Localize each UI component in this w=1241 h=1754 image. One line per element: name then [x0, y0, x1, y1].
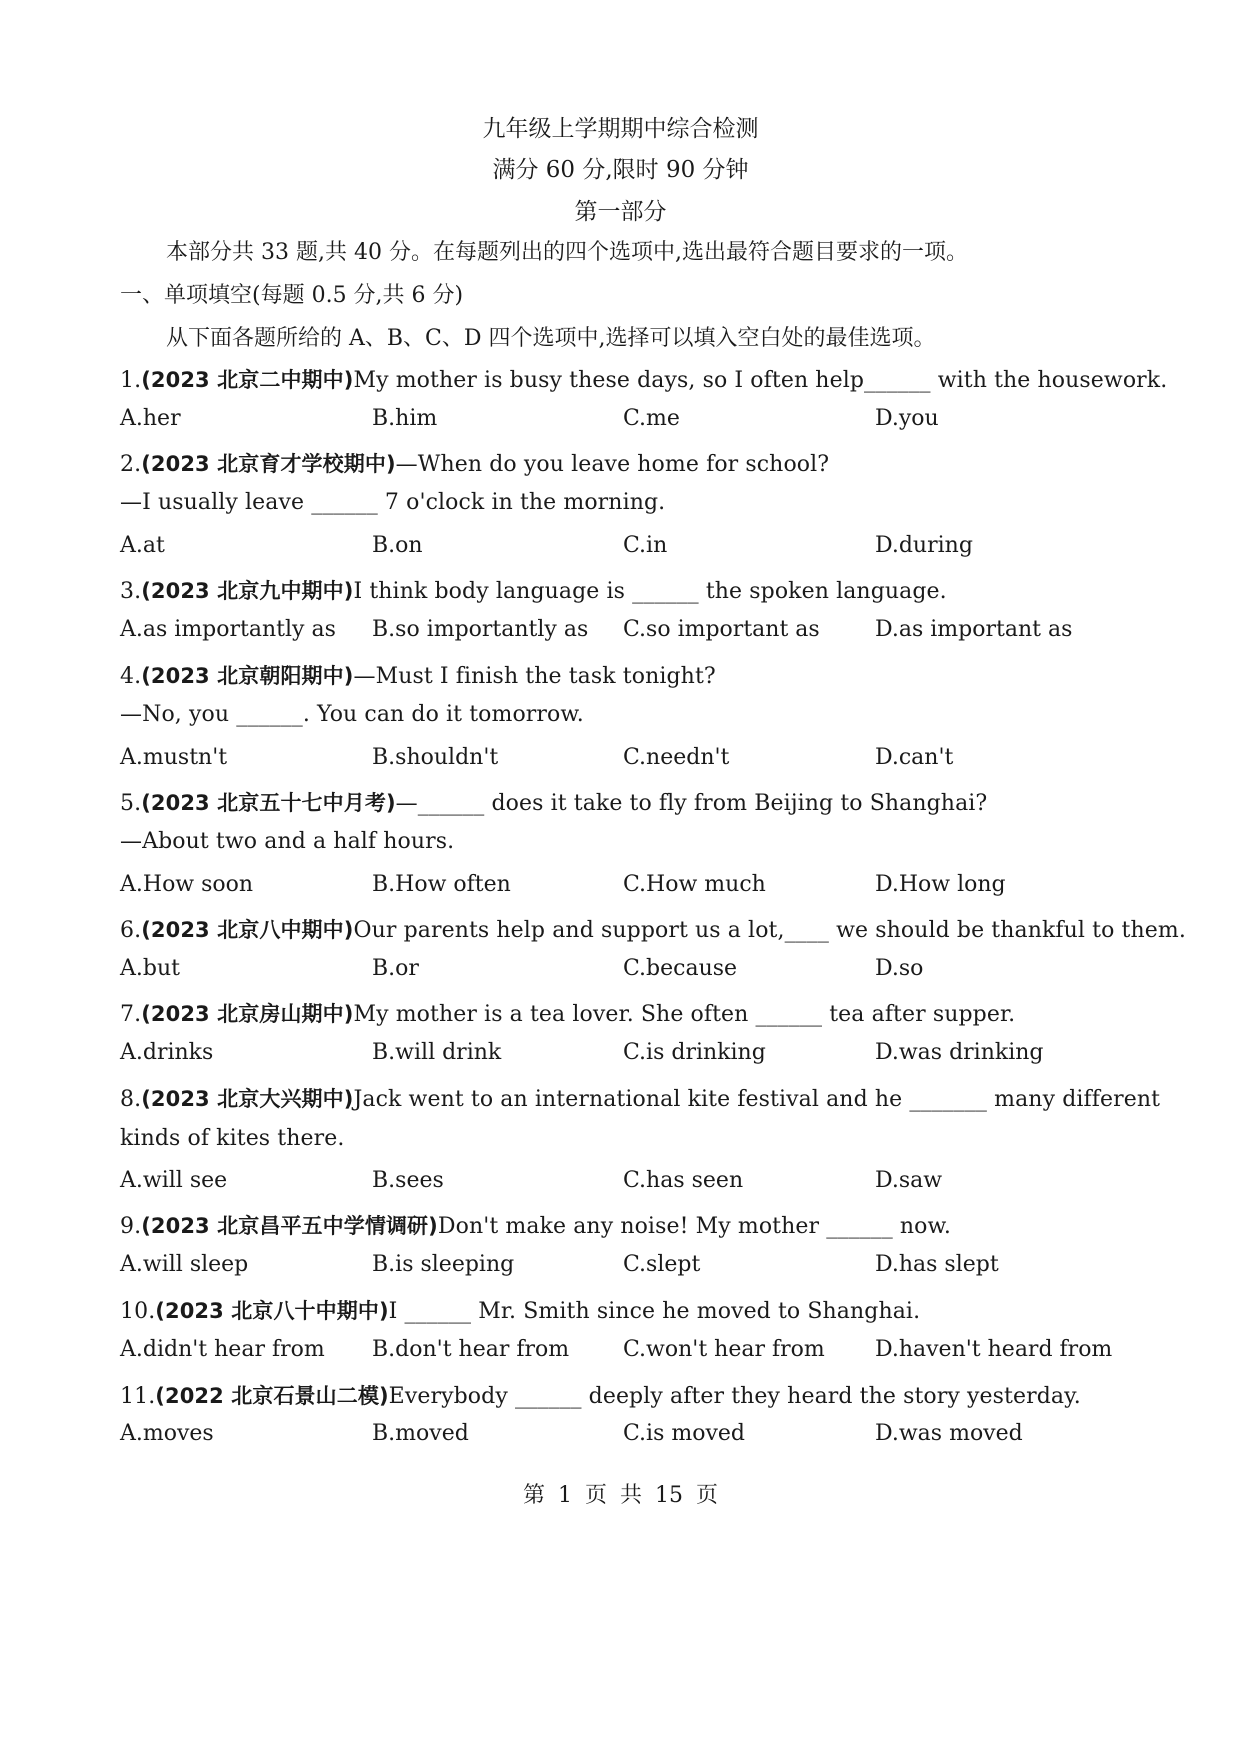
option-b: B.so importantly as [372, 617, 589, 642]
option-c: C.in [623, 533, 668, 558]
option-b: B.is sleeping [372, 1252, 515, 1277]
question-number: 5. [120, 791, 142, 816]
question-number: 6. [120, 918, 142, 943]
option-a: A.mustn't [120, 745, 228, 770]
question-number: 1. [120, 368, 142, 393]
option-d: D.during [875, 533, 973, 558]
section-heading: 一、单项填空(每题 0.5 分,共 6 分) [120, 283, 464, 308]
option-d: D.haven't heard from [875, 1337, 1113, 1362]
question-source: (2023 北京八中期中) [141, 918, 354, 942]
question-source: (2023 北京育才学校期中) [141, 452, 396, 476]
option-a: A.moves [120, 1421, 214, 1446]
option-b: B.shouldn't [372, 745, 499, 770]
option-c: C.How much [623, 872, 766, 897]
option-c: C.has seen [623, 1168, 744, 1193]
option-b: B.or [372, 956, 419, 981]
question-source: (2023 北京九中期中) [141, 579, 354, 603]
question-number: 3. [120, 579, 142, 604]
option-c: C.so important as [623, 617, 820, 642]
option-c: C.me [623, 406, 680, 431]
question-4 [120, 660, 716, 690]
option-d: D.can't [875, 745, 954, 770]
question-source: (2023 北京朝阳期中) [141, 664, 354, 688]
question-stem: Don't make any noise! My mother ______ now. [437, 1214, 951, 1239]
question-source: (2023 北京房山期中) [141, 1002, 354, 1026]
question-8 [120, 1083, 1160, 1113]
question-stem: Our parents help and support us a lot,____ we should be thankful to them. [353, 918, 1186, 943]
options-row-1 [120, 406, 1140, 436]
question-2 [120, 448, 829, 478]
option-d: D.you [875, 406, 939, 431]
option-d: D.has slept [875, 1252, 999, 1277]
option-a: A.will sleep [120, 1252, 249, 1277]
question-stem: My mother is busy these days, so I often help______ with the housework. [353, 368, 1168, 393]
part-intro: 本部分共 33 题,共 40 分。在每题列出的四个选项中,选出最符合题目要求的一项。 [166, 240, 968, 265]
question-4-answer-line: —No, you ______. You can do it tomorrow. [120, 702, 584, 727]
options-row-7 [120, 1040, 1140, 1070]
question-number: 10. [120, 1299, 156, 1324]
option-d: D.was drinking [875, 1040, 1044, 1065]
question-source: (2023 北京八十中期中) [155, 1299, 389, 1323]
question-number: 8. [120, 1087, 142, 1112]
option-a: A.How soon [120, 872, 254, 897]
option-c: C.is drinking [623, 1040, 766, 1065]
option-b: B.him [372, 406, 438, 431]
options-row-9 [120, 1252, 1140, 1282]
question-1 [120, 364, 1167, 394]
options-row-10 [120, 1337, 1140, 1367]
option-c: C.is moved [623, 1421, 745, 1446]
option-b: B.on [372, 533, 423, 558]
question-number: 9. [120, 1214, 142, 1239]
question-number: 2. [120, 452, 142, 477]
option-b: B.moved [372, 1421, 469, 1446]
question-stem: —______ does it take to fly from Beijing to Shanghai? [395, 791, 988, 816]
question-2-answer-line: —I usually leave ______ 7 o'clock in the morning. [120, 490, 666, 515]
option-b: B.How often [372, 872, 511, 897]
question-source: (2023 北京五十七中月考) [141, 791, 396, 815]
question-stem: My mother is a tea lover. She often ______ tea after supper. [353, 1002, 1016, 1027]
question-9 [120, 1210, 951, 1240]
options-row-8 [120, 1168, 1140, 1198]
option-d: D.saw [875, 1168, 943, 1193]
options-row-11 [120, 1421, 1140, 1451]
option-b: B.don't hear from [372, 1337, 570, 1362]
options-row-5 [120, 872, 1140, 902]
question-source: (2023 北京昌平五中学情调研) [141, 1214, 438, 1238]
question-stem: —When do you leave home for school? [395, 452, 830, 477]
question-source: (2022 北京石景山二模) [155, 1384, 389, 1408]
question-stem: I ______ Mr. Smith since he moved to Shanghai. [388, 1299, 921, 1324]
options-row-4 [120, 745, 1140, 775]
option-c: C.slept [623, 1252, 701, 1277]
option-d: D.so [875, 956, 924, 981]
option-a: A.as importantly as [120, 617, 336, 642]
option-a: A.drinks [120, 1040, 214, 1065]
question-stem: —Must I finish the task tonight? [353, 664, 716, 689]
question-5 [120, 787, 987, 817]
option-d: D.as important as [875, 617, 1073, 642]
section-instruction: 从下面各题所给的 A、B、C、D 四个选项中,选择可以填入空白处的最佳选项。 [166, 326, 936, 351]
exam-title: 九年级上学期期中综合检测 [482, 116, 759, 142]
options-row-3 [120, 617, 1140, 647]
question-number: 4. [120, 664, 142, 689]
question-stem: Jack went to an international kite festival and he _______ many different [353, 1087, 1161, 1112]
option-a: A.didn't hear from [120, 1337, 325, 1362]
option-b: B.sees [372, 1168, 444, 1193]
option-b: B.will drink [372, 1040, 502, 1065]
options-row-2 [120, 533, 1140, 563]
question-3 [120, 575, 947, 605]
option-c: C.won't hear from [623, 1337, 825, 1362]
option-a: A.will see [120, 1168, 228, 1193]
question-stem: Everybody ______ deeply after they heard the story yesterday. [388, 1384, 1081, 1409]
question-stem: I think body language is ______ the spoken language. [353, 579, 947, 604]
question-7 [120, 998, 1015, 1028]
option-d: D.was moved [875, 1421, 1023, 1446]
question-6 [120, 914, 1186, 944]
question-number: 11. [120, 1384, 156, 1409]
option-a: A.her [120, 406, 181, 431]
exam-subtitle: 满分 60 分,限时 90 分钟 [492, 157, 749, 183]
question-number: 7. [120, 1002, 142, 1027]
option-d: D.How long [875, 872, 1006, 897]
part-title: 第一部分 [574, 199, 667, 225]
options-row-6 [120, 956, 1140, 986]
page-footer: 第 1 页 共 15 页 [523, 1483, 718, 1508]
question-8-continuation: kinds of kites there. [120, 1126, 345, 1151]
question-source: (2023 北京二中期中) [141, 368, 354, 392]
question-11 [120, 1380, 1081, 1410]
question-source: (2023 北京大兴期中) [141, 1087, 354, 1111]
option-c: C.needn't [623, 745, 730, 770]
question-10 [120, 1295, 920, 1325]
option-a: A.at [120, 533, 165, 558]
option-c: C.because [623, 956, 738, 981]
question-5-answer-line: —About two and a half hours. [120, 829, 455, 854]
option-a: A.but [120, 956, 180, 981]
